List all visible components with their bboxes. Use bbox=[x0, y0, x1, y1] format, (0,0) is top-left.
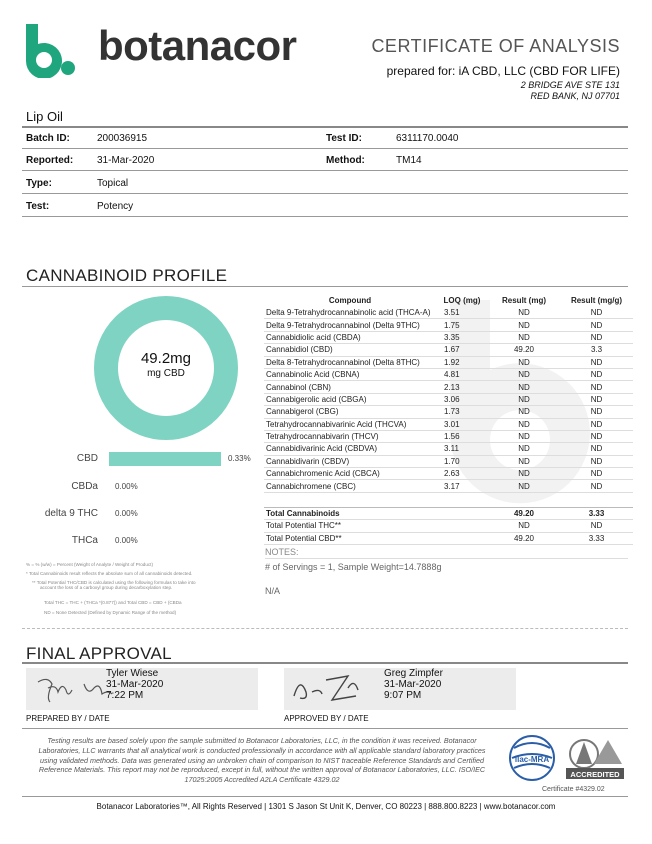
divider bbox=[22, 728, 628, 729]
compound-cell: Total Potential CBD** bbox=[264, 532, 436, 544]
compound-cell: Cannabichromene (CBC) bbox=[264, 480, 436, 492]
approved-name: Greg Zimpfer bbox=[384, 668, 443, 679]
result-mgg-cell: ND bbox=[560, 455, 633, 467]
result-mgg-cell: ND bbox=[560, 418, 633, 430]
divider bbox=[22, 126, 628, 128]
compound-cell: Delta 9-Tetrahydrocannabinol (Delta 9THC) bbox=[264, 319, 436, 331]
cannabinoid-table bbox=[264, 296, 633, 545]
table-row bbox=[264, 331, 633, 343]
table-row bbox=[264, 418, 633, 430]
prepared-signature-box bbox=[26, 668, 258, 710]
test-value: Potency bbox=[97, 201, 134, 212]
a2la-text: ACCREDITED bbox=[570, 770, 620, 779]
result-mg-cell: ND bbox=[488, 520, 560, 532]
result-mg-cell: ND bbox=[488, 307, 560, 319]
type-label: Type: bbox=[26, 178, 52, 189]
batch-value: 200036915 bbox=[97, 133, 148, 144]
result-mgg-cell: ND bbox=[560, 307, 633, 319]
header-loq: LOQ (mg) bbox=[443, 296, 481, 305]
result-mg-cell: ND bbox=[488, 368, 560, 380]
compound-cell: Cannabidivarin (CBDV) bbox=[264, 455, 436, 467]
loq-cell bbox=[436, 520, 488, 532]
result-mgg-cell: ND bbox=[560, 443, 633, 455]
compound-cell: Tetrahydrocannabivarinic Acid (THCVA) bbox=[264, 418, 436, 430]
result-mgg-cell: ND bbox=[560, 381, 633, 393]
bar-label: delta 9 THC bbox=[44, 508, 98, 519]
result-mg-cell: ND bbox=[488, 443, 560, 455]
footnote: Total THC = THC + (THCa *(0.877)) and Total CBD = CBD + (CBDa bbox=[44, 600, 182, 605]
address-line-2: RED BANK, NJ 07701 bbox=[530, 91, 620, 101]
bar-value: 0.33% bbox=[228, 454, 251, 463]
bar-label: THCa bbox=[71, 535, 98, 546]
disclaimer: Testing results are based solely upon the sample submitted to Botanacor Laboratories, LLC, in the condition it was received. Botanacor Laboratories, LLC warrants that all analytical work is conducted professionally in accordance with all applicable standard laboratory practices using validated methods. Data was generated using an unbroken chain of comparison to NIST traceable Reference Standards and Certified Reference Materials. This report may not be reproduced, except in full, without the written approval of Botanacor Laboratories, LLC. ISO/IEC 17025:2005 Accredited A2LA Certificate 4329.02 bbox=[38, 736, 486, 785]
prepared-name: Tyler Wiese bbox=[106, 668, 159, 679]
loq-cell: 3.06 bbox=[436, 393, 488, 405]
compound-cell: Cannabigerol (CBG) bbox=[264, 406, 436, 418]
compound-cell: Tetrahydrocannabivarin (THCV) bbox=[264, 430, 436, 442]
donut-unit: mg CBD bbox=[147, 368, 185, 379]
result-mgg-cell: ND bbox=[560, 468, 633, 480]
loq-cell: 1.73 bbox=[436, 406, 488, 418]
loq-cell: 4.81 bbox=[436, 368, 488, 380]
result-mg-cell: ND bbox=[488, 393, 560, 405]
reported-value: 31-Mar-2020 bbox=[97, 155, 155, 166]
result-mgg-cell: ND bbox=[560, 520, 633, 532]
result-mgg-cell: ND bbox=[560, 393, 633, 405]
batch-label: Batch ID: bbox=[26, 133, 70, 144]
footer: Botanacor Laboratories™, All Rights Reserved | 1301 S Jason St Unit K, Denver, CO 80223 | 888.800.8223 | www.botanacor.com bbox=[96, 802, 556, 811]
approved-time: 9:07 PM bbox=[384, 690, 422, 701]
loq-cell: 3.51 bbox=[436, 307, 488, 319]
method-label: Method: bbox=[326, 155, 365, 166]
result-mg-cell: 49.20 bbox=[488, 507, 560, 519]
reported-label: Reported: bbox=[26, 155, 74, 166]
compound-cell: Cannabinolic Acid (CBNA) bbox=[264, 368, 436, 380]
table-row bbox=[264, 480, 633, 492]
loq-cell: 2.13 bbox=[436, 381, 488, 393]
compound-cell: Cannabidiol (CBD) bbox=[264, 344, 436, 356]
table-row bbox=[264, 468, 633, 480]
result-mg-cell: ND bbox=[488, 455, 560, 467]
divider bbox=[22, 662, 628, 664]
test-id-value: 6311170.0040 bbox=[396, 133, 459, 144]
table-header-row bbox=[264, 296, 633, 307]
header-compound: Compound bbox=[328, 296, 372, 305]
divider bbox=[22, 148, 628, 149]
compound-cell: Cannabichromenic Acid (CBCA) bbox=[264, 468, 436, 480]
result-mg-cell: ND bbox=[488, 381, 560, 393]
divider bbox=[265, 558, 628, 559]
approval-title: FINAL APPROVAL bbox=[26, 644, 172, 663]
compound-cell: Delta 9-Tetrahydrocannabinolic acid (THCA-A) bbox=[264, 307, 436, 319]
table-row bbox=[264, 344, 633, 356]
a2la-logo-icon bbox=[562, 734, 626, 782]
approved-date: 31-Mar-2020 bbox=[384, 679, 442, 690]
result-mg-cell: ND bbox=[488, 406, 560, 418]
compound-cell: Cannabigerolic acid (CBGA) bbox=[264, 393, 436, 405]
document-title: CERTIFICATE OF ANALYSIS bbox=[371, 36, 620, 56]
result-mgg-cell: 3.33 bbox=[560, 532, 633, 544]
loq-cell: 1.67 bbox=[436, 344, 488, 356]
method-value: TM14 bbox=[396, 155, 422, 166]
result-mgg-cell: ND bbox=[560, 368, 633, 380]
result-mg-cell: ND bbox=[488, 430, 560, 442]
result-mg-cell: ND bbox=[488, 480, 560, 492]
prepared-for: prepared for: iA CBD, LLC (CBD FOR LIFE) bbox=[386, 64, 620, 78]
footnote: account the loss of a carboxyl group during decarboxylation step. bbox=[40, 585, 173, 590]
botanacor-logo-icon bbox=[22, 22, 78, 78]
table-row bbox=[264, 532, 633, 544]
table-row bbox=[264, 319, 633, 331]
result-mgg-cell: ND bbox=[560, 356, 633, 368]
footnote: ND = None Detected (Defined by Dynamic Range of the method) bbox=[44, 610, 177, 615]
profile-title: CANNABINOID PROFILE bbox=[26, 266, 228, 285]
loq-cell bbox=[436, 532, 488, 544]
ilac-text: ilac-MRA bbox=[514, 755, 550, 764]
prepared-time: 7:22 PM bbox=[106, 690, 144, 701]
table-row bbox=[264, 455, 633, 467]
compound-cell: Total Potential THC** bbox=[264, 520, 436, 532]
result-mg-cell: ND bbox=[488, 319, 560, 331]
approved-signature-icon bbox=[288, 672, 378, 706]
result-mg-cell: ND bbox=[488, 418, 560, 430]
footnote: * Total Cannabinoids result reflects the absolute sum of all cannabinoids detected. bbox=[26, 571, 193, 576]
result-mgg-cell: 3.33 bbox=[560, 507, 633, 519]
bar-value: 0.00% bbox=[115, 536, 138, 545]
loq-cell: 3.01 bbox=[436, 418, 488, 430]
result-mgg-cell: ND bbox=[560, 430, 633, 442]
prepared-caption: PREPARED BY / DATE bbox=[26, 714, 110, 723]
notes-line-2: N/A bbox=[265, 586, 281, 596]
notes-line-1: # of Servings = 1, Sample Weight=14.7888g bbox=[265, 562, 442, 572]
loq-cell: 2.63 bbox=[436, 468, 488, 480]
result-mg-cell: ND bbox=[488, 356, 560, 368]
compound-cell: Cannabidiolic acid (CBDA) bbox=[264, 331, 436, 343]
product-name: Lip Oil bbox=[26, 109, 63, 124]
bar-label: CBD bbox=[76, 453, 98, 464]
loq-cell: 1.92 bbox=[436, 356, 488, 368]
loq-cell: 1.56 bbox=[436, 430, 488, 442]
divider bbox=[22, 193, 628, 194]
address-line-1: 2 BRIDGE AVE STE 131 bbox=[520, 80, 620, 90]
result-mgg-cell: ND bbox=[560, 406, 633, 418]
loq-cell bbox=[436, 507, 488, 519]
table-row bbox=[264, 356, 633, 368]
divider bbox=[22, 286, 628, 287]
loq-cell: 3.11 bbox=[436, 443, 488, 455]
divider bbox=[22, 216, 628, 217]
profile-footnotes bbox=[26, 562, 258, 615]
bar-fill bbox=[109, 452, 221, 466]
table-row bbox=[264, 393, 633, 405]
result-mg-cell: 49.20 bbox=[488, 344, 560, 356]
ilac-mra-logo-icon bbox=[506, 734, 558, 782]
divider bbox=[22, 628, 628, 629]
table-row bbox=[264, 443, 633, 455]
result-mgg-cell: ND bbox=[560, 480, 633, 492]
compound-cell: Delta 8-Tetrahydrocannabinol (Delta 8THC) bbox=[264, 356, 436, 368]
loq-cell: 3.17 bbox=[436, 480, 488, 492]
type-value: Topical bbox=[97, 178, 129, 189]
table-row bbox=[264, 430, 633, 442]
table-row bbox=[264, 307, 633, 319]
donut-value: 49.2mg bbox=[140, 350, 192, 367]
approved-signature-box bbox=[284, 668, 516, 710]
brand-name: botanacor bbox=[98, 22, 297, 69]
result-mgg-cell: 3.3 bbox=[560, 344, 633, 356]
prepared-date: 31-Mar-2020 bbox=[106, 679, 164, 690]
divider bbox=[22, 796, 628, 797]
table-row bbox=[264, 406, 633, 418]
notes-title: NOTES: bbox=[265, 547, 299, 557]
compound-cell: Total Cannabinoids bbox=[264, 507, 436, 519]
header-result-mg: Result (mg) bbox=[502, 296, 546, 305]
bar-value: 0.00% bbox=[115, 482, 138, 491]
result-mgg-cell: ND bbox=[560, 319, 633, 331]
table-row bbox=[264, 520, 633, 532]
table-row bbox=[264, 381, 633, 393]
divider bbox=[22, 170, 628, 171]
certificate-number: Certificate #4329.02 bbox=[542, 786, 605, 793]
bar-label: CBDa bbox=[71, 481, 98, 492]
result-mg-cell: ND bbox=[488, 468, 560, 480]
approved-caption: APPROVED BY / DATE bbox=[284, 714, 369, 723]
loq-cell: 3.35 bbox=[436, 331, 488, 343]
bar-value: 0.00% bbox=[115, 509, 138, 518]
test-id-label: Test ID: bbox=[326, 133, 362, 144]
compound-cell: Cannabidivarinic Acid (CBDVA) bbox=[264, 443, 436, 455]
result-mgg-cell: ND bbox=[560, 331, 633, 343]
result-mg-cell: 49.20 bbox=[488, 532, 560, 544]
table-row bbox=[264, 507, 633, 519]
footnote: ** Total Potential THC/CBD is calculated using the following formulas to take into bbox=[32, 580, 196, 585]
table-row bbox=[264, 368, 633, 380]
loq-cell: 1.70 bbox=[436, 455, 488, 467]
result-mg-cell: ND bbox=[488, 331, 560, 343]
footnote: % = % (w/w) = Percent (Weight of Analyte / Weight of Product) bbox=[26, 562, 153, 567]
test-label: Test: bbox=[26, 201, 50, 212]
loq-cell: 1.75 bbox=[436, 319, 488, 331]
table-spacer bbox=[264, 492, 633, 507]
header-result-mgg: Result (mg/g) bbox=[570, 296, 623, 305]
compound-cell: Cannabinol (CBN) bbox=[264, 381, 436, 393]
